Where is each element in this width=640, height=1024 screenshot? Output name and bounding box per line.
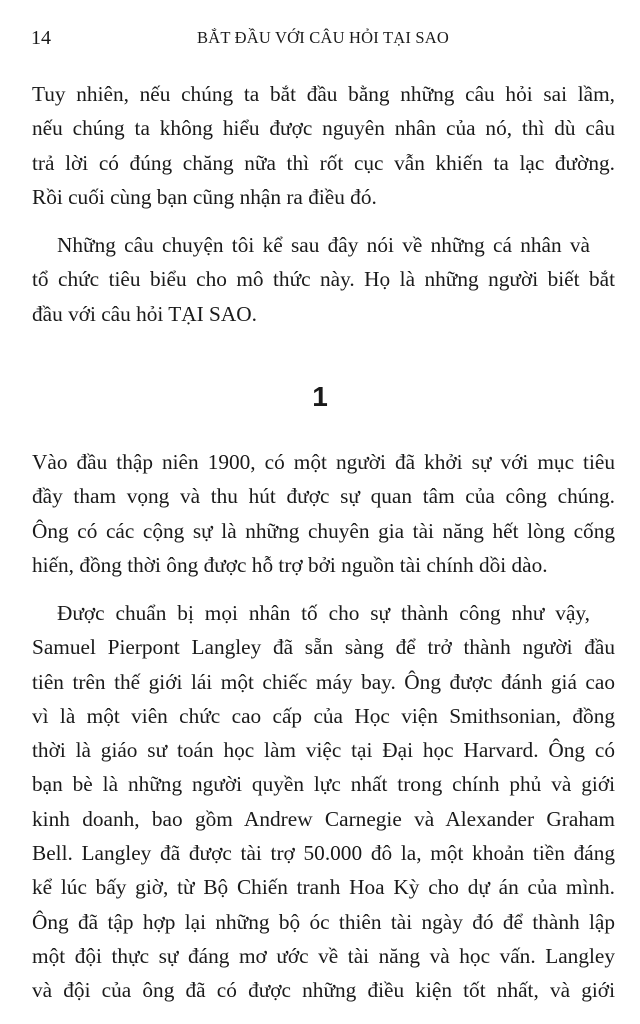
text-line: nếu chúng ta không hiểu được nguyên nhân của nó, thì dù câu [32, 116, 615, 141]
section-paragraph-2 [32, 596, 615, 1008]
text-line: Ông đã tập hợp lại những bộ óc thiên tài ngày đó để thành lập [32, 909, 615, 934]
text-line: Tuy nhiên, nếu chúng ta bắt đầu bằng những câu hỏi sai lầm, [32, 82, 615, 106]
text-line: Được chuẩn bị mọi nhân tố cho sự thành công như vậy, [57, 601, 590, 625]
text-line: trả lời có đúng chăng nữa thì rốt cục vẫn khiến ta lạc đường. [32, 150, 615, 175]
running-header-title: BẮT ĐẦU VỚI CÂU HỎI TẠI SAO [197, 28, 449, 47]
text-line: hiến, đồng thời ông được hỗ trợ bởi nguồn tài chính dồi dào. [32, 552, 548, 577]
text-line: đầu với câu hỏi TẠI SAO. [32, 301, 257, 326]
text-line: Samuel Pierpont Langley đã sẵn sàng để trở thành người đầu [32, 635, 615, 660]
text-line: tổ chức tiêu biểu cho mô thức này. Họ là những người biết bắt [32, 267, 615, 292]
text-line: một đội thực sự đáng mơ ước về tài năng và học vấn. Langley [32, 943, 615, 968]
text-line: Bell. Langley đã được tài trợ 50.000 đô la, một khoản tiền đáng [32, 841, 615, 866]
text-line: và đội của ông đã có được những điều kiện tốt nhất, và giới [32, 978, 615, 1003]
intro-paragraph-1 [32, 77, 615, 214]
text-line: Những câu chuyện tôi kể sau đây nói về những cá nhân và [57, 233, 590, 257]
text-line: thời là giáo sư toán học làm việc tại Đại học Harvard. Ông có [32, 738, 615, 763]
page-number: 14 [31, 27, 51, 49]
text-line: đầy tham vọng và thu hút được sự quan tâm của công chúng. [32, 484, 615, 509]
text-line: tiên trên thế giới lái một chiếc máy bay. Ông được đánh giá cao [32, 669, 615, 694]
text-line: kinh doanh, bao gồm Andrew Carnegie và Alexander Graham [32, 806, 615, 831]
intro-paragraph-2 [32, 228, 615, 331]
text-line: Rồi cuối cùng bạn cũng nhận ra điều đó. [32, 184, 377, 209]
text-line: bạn bè là những người quyền lực nhất trong chính phủ và giới [32, 772, 615, 797]
text-line: vì là một viên chức cao cấp của Học viện Smithsonian, đồng [32, 703, 615, 728]
text-line: kể lúc bấy giờ, từ Bộ Chiến tranh Hoa Kỳ cho dự án của mình. [32, 875, 615, 900]
section-paragraph-1 [32, 445, 615, 582]
text-line: Vào đầu thập niên 1900, có một người đã khởi sự với mục tiêu [32, 450, 615, 474]
text-line: Ông có các cộng sự là những chuyên gia tài năng hết lòng cống [32, 518, 615, 543]
section-number-heading: 1 [312, 381, 328, 412]
